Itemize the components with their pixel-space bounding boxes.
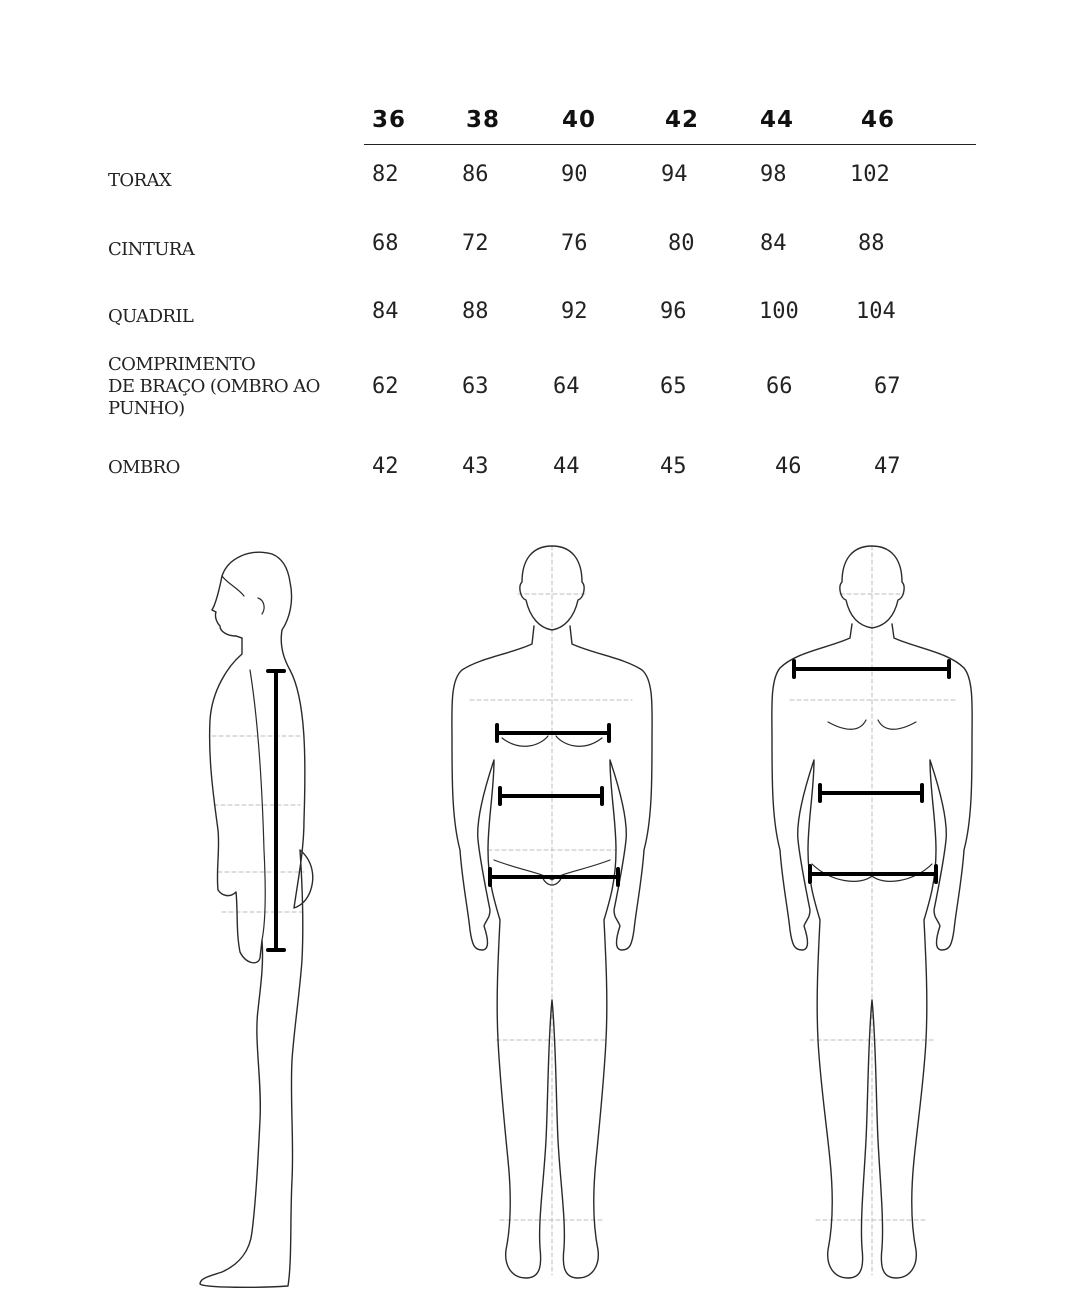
front-view-figure xyxy=(452,546,652,1278)
cell-torax-40: 90 xyxy=(561,162,588,187)
cell-ombro-44: 46 xyxy=(775,454,802,479)
cell-braco-40: 64 xyxy=(553,374,580,399)
cell-ombro-46: 47 xyxy=(874,454,901,479)
cell-quadril-46: 104 xyxy=(856,299,896,324)
cell-cintura-44: 84 xyxy=(760,231,787,256)
cell-torax-44: 98 xyxy=(760,162,787,187)
cell-ombro-42: 45 xyxy=(660,454,687,479)
cell-quadril-42: 96 xyxy=(660,299,687,324)
size-header-36: 36 xyxy=(372,107,407,133)
size-header-42: 42 xyxy=(665,107,700,133)
cell-torax-42: 94 xyxy=(661,162,688,187)
back-view-figure xyxy=(772,546,972,1278)
front-measure-lines xyxy=(490,725,618,885)
cell-braco-46: 67 xyxy=(874,374,901,399)
row-label-ombro: OMBRO xyxy=(108,457,180,478)
row-label-quadril: QUADRIL xyxy=(108,306,194,327)
cell-braco-36: 62 xyxy=(372,374,399,399)
body-measurement-figures xyxy=(0,520,1080,1300)
cell-cintura-46: 88 xyxy=(858,231,885,256)
size-header-40: 40 xyxy=(562,107,597,133)
cell-torax-36: 82 xyxy=(372,162,399,187)
row-label-torax: TORAX xyxy=(108,170,172,191)
side-view-figure xyxy=(200,552,313,1287)
cell-ombro-40: 44 xyxy=(553,454,580,479)
cell-quadril-38: 88 xyxy=(462,299,489,324)
side-guides xyxy=(212,736,304,912)
cell-cintura-36: 68 xyxy=(372,231,399,256)
side-outline xyxy=(200,552,313,1287)
cell-cintura-38: 72 xyxy=(462,231,489,256)
size-header-46: 46 xyxy=(861,107,896,133)
cell-torax-46: 102 xyxy=(850,162,890,187)
size-header-38: 38 xyxy=(466,107,501,133)
cell-braco-42: 65 xyxy=(660,374,687,399)
cell-cintura-40: 76 xyxy=(561,231,588,256)
cell-ombro-38: 43 xyxy=(462,454,489,479)
cell-braco-38: 63 xyxy=(462,374,489,399)
header-divider xyxy=(364,144,976,145)
row-label-comprimento-braco: COMPRIMENTO DE BRAÇO (OMBRO AO PUNHO) xyxy=(108,354,320,419)
arm-length-measure xyxy=(268,671,284,950)
cell-braco-44: 66 xyxy=(766,374,793,399)
size-header-44: 44 xyxy=(760,107,795,133)
cell-ombro-36: 42 xyxy=(372,454,399,479)
cell-cintura-42: 80 xyxy=(668,231,695,256)
cell-torax-38: 86 xyxy=(462,162,489,187)
row-label-cintura: CINTURA xyxy=(108,239,195,260)
cell-quadril-36: 84 xyxy=(372,299,399,324)
back-guides xyxy=(790,546,956,1275)
cell-quadril-40: 92 xyxy=(561,299,588,324)
cell-quadril-44: 100 xyxy=(759,299,799,324)
